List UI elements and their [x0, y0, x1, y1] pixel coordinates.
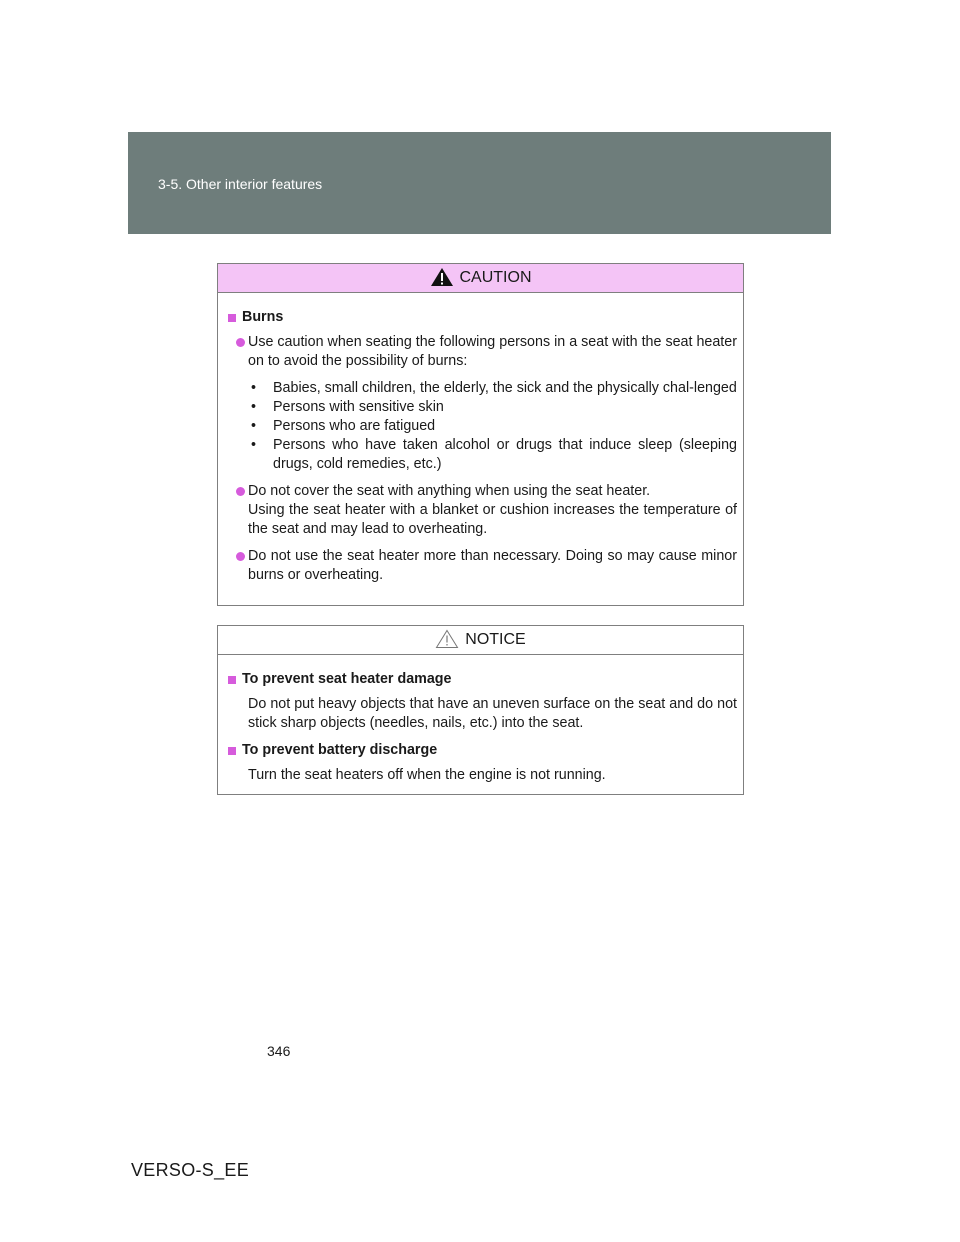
- notice-body: [218, 655, 743, 785]
- caution-subitem: • Persons who are fatigued: [251, 418, 436, 434]
- document-code: VERSO-S_EE: [131, 1160, 250, 1180]
- square-bullet-icon: [228, 747, 236, 755]
- square-bullet-icon: [228, 314, 236, 322]
- notice-box: [217, 625, 744, 795]
- round-bullet-icon: [236, 552, 245, 561]
- caution-item: Do not use the seat heater more than necessary. Doing so may cause minor burns or overheating.: [228, 547, 737, 585]
- caution-box: [217, 263, 744, 606]
- section-title: 3-5. Other interior features: [158, 176, 323, 192]
- caution-sublist: [228, 379, 737, 474]
- notice-text: Turn the seat heaters off when the engine is not running.: [248, 767, 606, 783]
- warning-triangle-outline-icon: [435, 629, 459, 649]
- warning-triangle-filled-icon: [430, 267, 454, 287]
- square-bullet-icon: [228, 676, 236, 684]
- notice-section-heading: To prevent seat heater damage: [228, 670, 737, 689]
- caution-subitem: • Babies, small children, the elderly, the sick and the physically chal-lenged: [251, 380, 737, 396]
- caution-item: Use caution when seating the following persons in a seat with the seat heater on to avoid the possibility of burns:: [228, 333, 737, 371]
- page-number: 346: [267, 1043, 291, 1059]
- caution-header: [218, 264, 743, 293]
- round-bullet-icon: [236, 487, 245, 496]
- notice-header: [218, 626, 743, 655]
- caution-body: [218, 293, 743, 585]
- caution-title: CAUTION: [459, 269, 532, 286]
- round-bullet-icon: [236, 338, 245, 347]
- caution-section-heading: Burns: [228, 308, 737, 327]
- notice-section-heading: To prevent battery discharge: [228, 741, 737, 760]
- notice-title: NOTICE: [465, 631, 526, 648]
- caution-subitem: • Persons with sensitive skin: [251, 399, 444, 415]
- notice-text: Do not put heavy objects that have an uneven surface on the seat and do not stick sharp objects (needles, nails, etc.) into the seat.: [248, 696, 737, 731]
- caution-subitem: • Persons who have taken alcohol or drugs that induce sleep (sleeping drugs, cold remedies, etc.): [251, 437, 737, 472]
- caution-item: Do not cover the seat with anything when using the seat heater. Using the seat heater with a blanket or cushion increases the temperature of the seat and may lead to overheating.: [228, 482, 737, 539]
- header-band: [128, 132, 831, 234]
